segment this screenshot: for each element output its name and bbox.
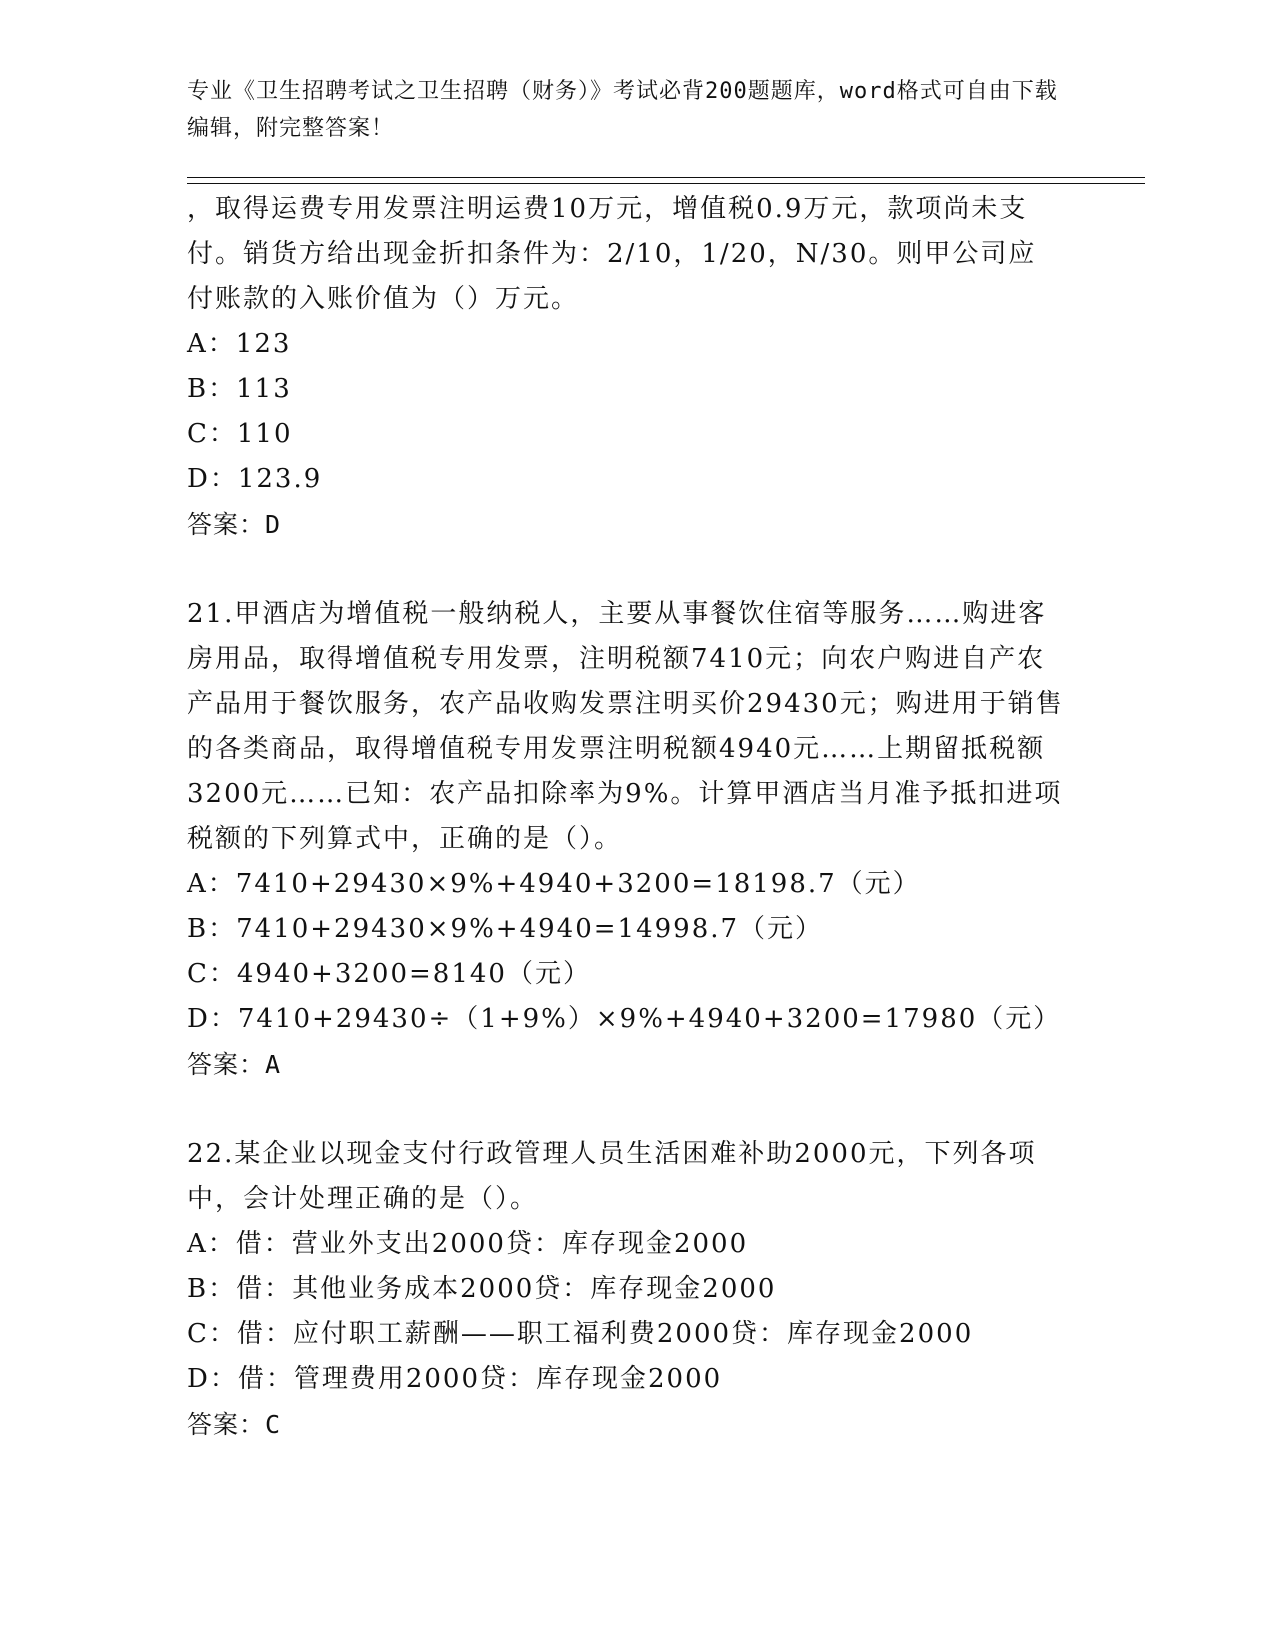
option-c: C：借：应付职工薪酬——职工福利费2000贷：库存现金2000 bbox=[187, 1319, 974, 1349]
document-header bbox=[187, 73, 1067, 147]
option-d: D：借：管理费用2000贷：库存现金2000 bbox=[187, 1364, 723, 1394]
answer-line: 答案：C bbox=[187, 1410, 282, 1439]
spacer bbox=[187, 1087, 1087, 1132]
question-stem: 21.甲酒店为增值税一般纳税人，主要从事餐饮住宿等服务……购进客房用品，取得增值税专用发票，注明税额7410元；向农户购进自产农产品用于餐饮服务，农产品收购发票注明买价29430元；购进用于销售的各类商品，取得增值税专用发票注明税额4940元……上期留抵税额3200元……已知：农产品扣除率为9%。计算甲酒店当月准予抵扣进项税额的下列算式中，正确的是（）。 bbox=[187, 599, 1064, 854]
question-block bbox=[187, 592, 1087, 1087]
option-c: C：110 bbox=[187, 419, 293, 449]
option-c: C：4940+3200=8140（元） bbox=[187, 959, 591, 989]
spacer bbox=[187, 547, 1087, 592]
answer-line: 答案：A bbox=[187, 1050, 282, 1079]
option-a: A：借：营业外支出2000贷：库存现金2000 bbox=[187, 1229, 749, 1259]
question-list bbox=[187, 187, 1087, 1447]
option-a: A：123 bbox=[187, 329, 292, 359]
answer-line: 答案：D bbox=[187, 510, 282, 539]
option-a: A：7410+29430×9%+4940+3200=18198.7（元） bbox=[187, 869, 921, 899]
question-block bbox=[187, 1132, 1087, 1447]
document-title: 专业《卫生招聘考试之卫生招聘（财务）》考试必背200题题库，word格式可自由下载编辑，附完整答案！ bbox=[187, 79, 1058, 141]
option-b: B：113 bbox=[187, 374, 292, 404]
question-stem: 22.某企业以现金支付行政管理人员生活困难补助2000元，下列各项中，会计处理正确的是（）。 bbox=[187, 1139, 1037, 1214]
header-rule-top bbox=[187, 177, 1145, 178]
option-d: D：123.9 bbox=[187, 464, 323, 494]
question-stem: ，取得运费专用发票注明运费10万元，增值税0.9万元，款项尚未支付。销货方给出现金折扣条件为：2/10，1/20，N/30。则甲公司应付账款的入账价值为（）万元。 bbox=[187, 194, 1037, 314]
option-d: D：7410+29430÷（1+9%）×9%+4940+3200=17980（元） bbox=[187, 1004, 1062, 1034]
option-b: B：7410+29430×9%+4940=14998.7（元） bbox=[187, 914, 824, 944]
header-rule-bottom bbox=[187, 183, 1145, 184]
option-b: B：借：其他业务成本2000贷：库存现金2000 bbox=[187, 1274, 777, 1304]
question-block bbox=[187, 187, 1087, 547]
